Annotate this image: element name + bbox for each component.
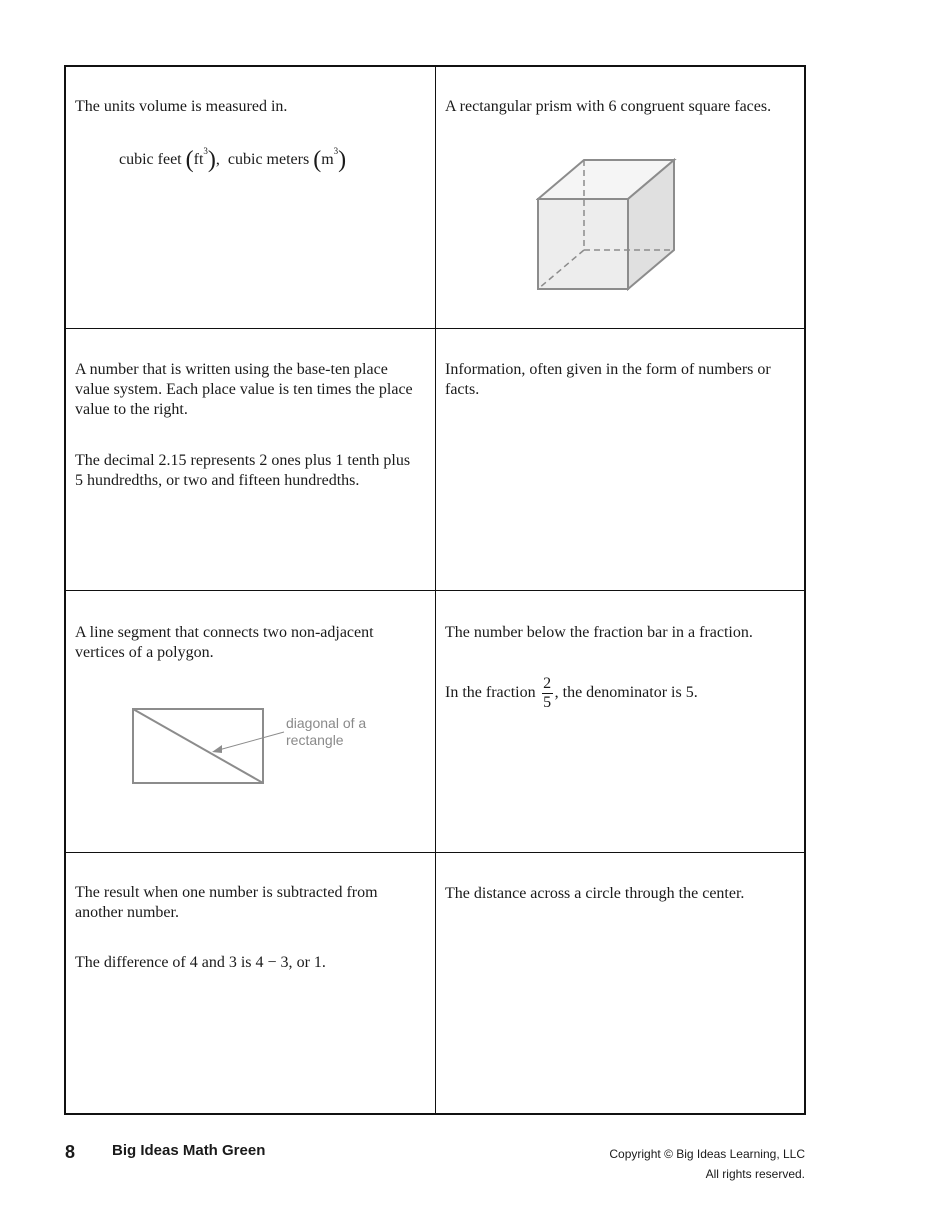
flashcard-grid [64,65,806,1115]
copyright-notice: Copyright © Big Ideas Learning, LLC All rights reserved. [609,1147,805,1181]
card-volume-units [66,67,436,329]
card-data [436,329,806,591]
card-denominator [436,591,806,853]
card-definition: Information, often given in the form of numbers or facts. [445,361,771,398]
card-difference [66,853,436,1113]
fraction-two-fifths: $\frac{2}{5}$ [543,675,552,711]
card-definition: The number below the fraction bar in a fraction. [445,624,753,641]
units-example: cubic feet $(ft^3)$, cubic meters $(m^3)$ [119,146,347,173]
card-decimal [66,329,436,591]
card-definition: The result when one number is subtracted from another number. [75,884,378,921]
card-example: The difference of 4 and 3 is 4 − 3, or 1. [75,954,326,971]
card-example: The decimal 2.15 represents 2 ones plus 1 tenth plus 5 hundredths, or two and fifteen hundredths. [75,452,411,489]
card-diagonal [66,591,436,853]
cube-figure [536,157,678,291]
card-definition: The units volume is measured in. [75,98,288,115]
card-cube [436,67,806,329]
card-example: In the fraction $\frac{2}{5}$ , the denominator is 5. [445,675,698,711]
difference-expression: 4 − 3, [255,954,293,971]
unit-cubic-feet: cubic feet [119,151,182,168]
page-number: 8 [65,1142,76,1162]
card-definition: A number that is written using the base-ten place value system. Each place value is ten times the place value to the right. [75,361,413,418]
card-diameter [436,853,806,1113]
unit-cubic-meters: cubic meters [227,151,310,168]
diagonal-label: diagonal of a rectangle [286,715,367,748]
card-definition: A rectangular prism with 6 congruent square faces. [445,98,772,115]
card-definition: A line segment that connects two non-adjacent vertices of a polygon. [75,624,374,661]
card-definition: The distance across a circle through the center. [445,885,745,902]
book-title: Big Ideas Math Green [112,1142,266,1159]
